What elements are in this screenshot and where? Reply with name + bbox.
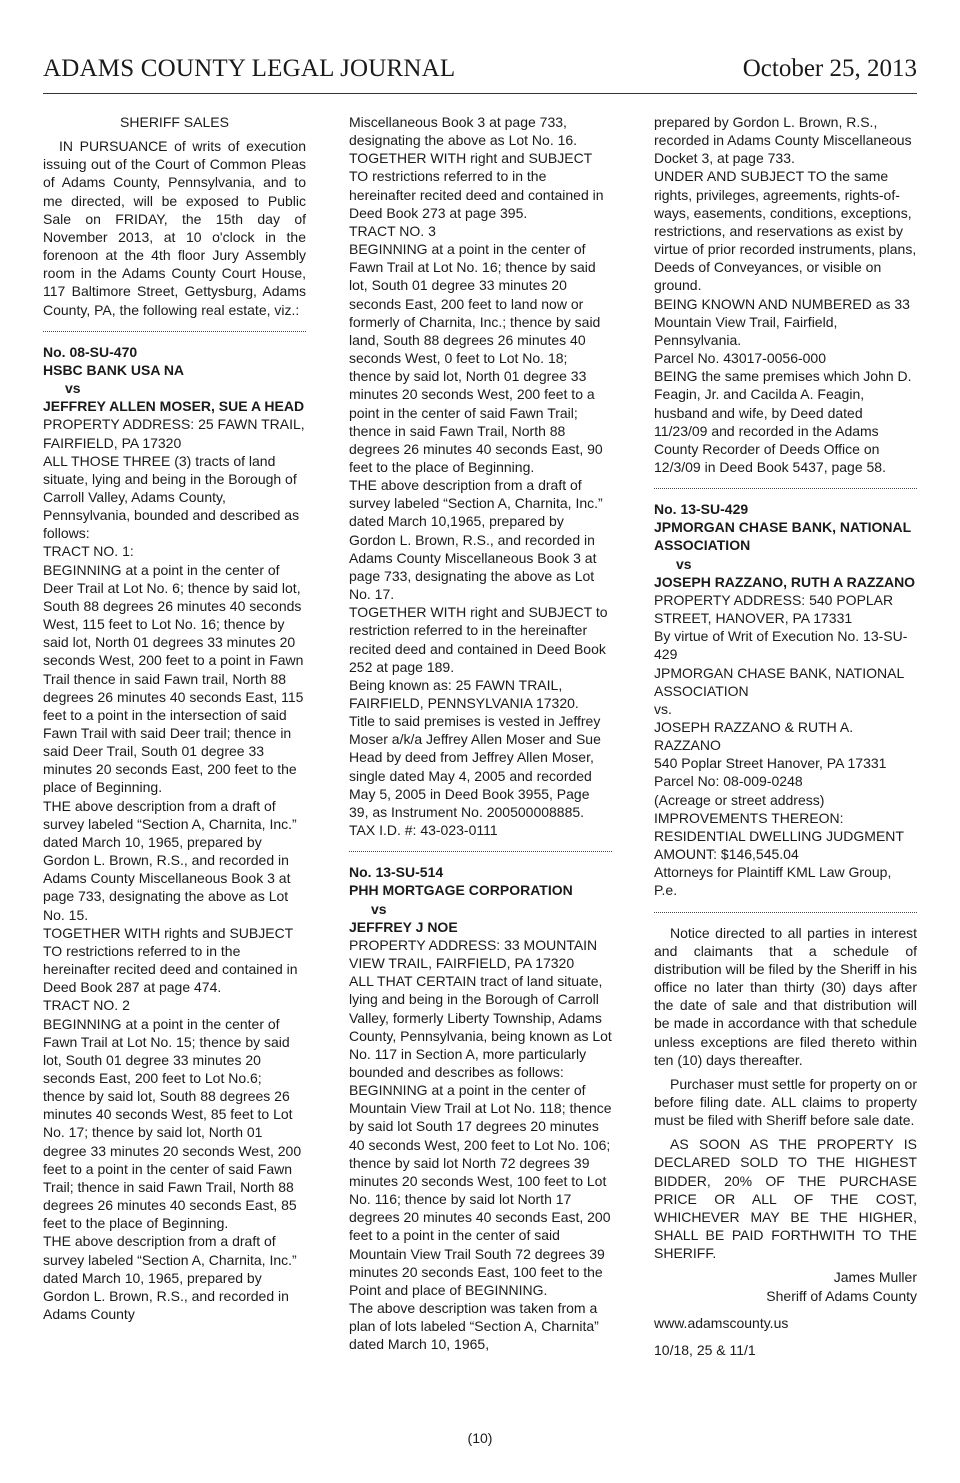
paragraph: (Acreage or street address) (654, 791, 825, 808)
divider (349, 851, 612, 852)
property-address: PROPERTY ADDRESS: 540 POPLAR STREET, HANOVER, PA 17331 (654, 591, 894, 627)
paragraph: ALL THOSE THREE (3) tracts of land situate, lying and being in the Borough of Carroll Valley, Adams County, Pennsylvania, bounded and described as follows: (43, 452, 300, 542)
property-address: PROPERTY ADDRESS: 25 FAWN TRAIL, FAIRFIELD, PA 17320 (43, 416, 305, 451)
paragraph: THE above description from a draft of survey labeled “Section A, Charnita, Inc.” dated March 10, 1965, prepared by Gordon L. Brown, R.S., and recorded in Adams County (43, 1233, 297, 1322)
intro-paragraph: IN PURSUANCE of writs of execution issuing out of the Court of Common Pleas of Adams County, Pennsylvania, and to me directed, will be exposed to Public Sale on FRIDAY, the 15th day of November 2013, at 10 o'clock in the forenoon at the 4th floor Jury Assembly room in the Adams County Court House, 117 Baltimore Street, Gettysburg, Adams County, PA, the following real estate, viz.: (43, 138, 306, 318)
case-number: No. 13-SU-429 (654, 501, 749, 518)
signer-name: James Muller (833, 1269, 917, 1286)
paragraph: prepared by Gordon L. Brown, R.S., recorded in Adams County Miscellaneous Docket 3, at page 733. (654, 114, 912, 167)
divider (654, 912, 917, 913)
paragraph: BEGINNING at a point in the center of Fawn Trail at Lot No. 16; thence by said lot, South 01 degree 33 minutes 20 seconds East, 200 feet to land now or formerly of Charnita, Inc.; thence by said land, South 88 degrees 26 minutes 40 seconds West, 0 feet to Lot No. 18; thence by said lot, North 01 degree 33 minutes 20 seconds West, 200 feet to a point in the center of said Fawn Trail; thence in said Fawn Trail, North 88 degrees 26 minutes 40 seconds East, 90 feet to the place of Beginning. (349, 241, 603, 475)
paragraph: THE above description from a draft of survey labeled “Section A, Charnita, Inc.” dated March 10, 1965, prepared by Gordon L. Brown, R.S., and recorded in Adams County Miscellaneous Book 3 at page 733, designating the above as Lot No. 15. (43, 797, 297, 923)
paragraph: Being known as: 25 FAWN TRAIL, FAIRFIELD, PENNSYLVANIA 17320. (349, 676, 579, 711)
paragraph: BEGINNING at a point in the center of Deer Trail at Lot No. 6; thence by said lot, South 88 degrees 26 minutes 40 seconds West, 115 feet to Lot No. 16; thence by said lot, North 01 degrees 33 minutes 20 seconds West, 200 feet to a point in Fawn Trail thence in said Fawn trail, North 88 degrees 26 minutes 40 seconds East, 115 feet to a point in the intersection of said Fawn Trail with said Deer trail; thence in said Deer Trail, South 01 degree 33 minutes 20 seconds East, 200 feet to the place of Beginning. (43, 561, 304, 796)
defendant: JEFFREY ALLEN MOSER, SUE A HEAD (43, 398, 305, 415)
parcel-number: Parcel No: 08-009-0248 (654, 773, 803, 790)
paragraph: JPMORGAN CHASE BANK, NATIONAL ASSOCIATION (654, 664, 904, 699)
section-heading: SHERIFF SALES (120, 114, 229, 130)
paragraph: Title to said premises is vested in Jeffrey Moser a/k/a Jeffrey Allen Moser and Sue Head by deed from Jeffrey Allen Moser, single dated May 4, 2005 and recorded May 5, 2005 in Deed Book 3955, Page 39, as Instrument No. 200500008885. (349, 713, 601, 820)
paragraph: BEING the same premises which John D. Feagin, Jr. and Cacilda A. Feagin, husband and wife, by Deed dated 11/23/09 and recorded in the Adams County Recorder of Deeds Office on 12/3/09 in Deed Book 5437, page 58. (654, 368, 912, 475)
paragraph: Attorneys for Plaintiff KML Law Group, P.e. (654, 864, 892, 899)
paragraph: ALL THAT CERTAIN tract of land situate, lying and being in the Borough of Carroll Valley, formerly Liberty Township, Adams County, Pennsylvania, being known as Lot No. 117 in Section A, more particularly bounded and describes as follows: (349, 973, 612, 1080)
paragraph: TOGETHER WITH right and SUBJECT to restriction referred to in the hereinafter recited deed and contained in Deed Book 252 at page 189. (349, 604, 608, 675)
journal-title: ADAMS COUNTY LEGAL JOURNAL (43, 55, 456, 82)
publication-dates: 10/18, 25 & 11/1 (654, 1341, 756, 1358)
website: www.adamscounty.us (654, 1314, 789, 1331)
paragraph: Miscellaneous Book 3 at page 733, designating the above as Lot No. 16. (349, 114, 578, 149)
paragraph: IMPROVEMENTS THEREON: RESIDENTIAL DWELLING JUDGMENT AMOUNT: $146,545.04 (654, 809, 904, 863)
paragraph: BEGINNING at a point in the center of Fawn Trail at Lot No. 15; thence by said lot, South 01 degree 33 minutes 20 seconds East, 200 feet to Lot No.6; thence by said lot, South 88 degrees 26 minutes 40 seconds West, 85 feet to Lot No. 17; thence by said lot, North 01 degree 33 minutes 20 seconds West, 200 feet to a point in the center of said Fawn Trail; thence in said Fawn Trail, North 88 degrees 26 minutes 40 seconds East, 85 feet to the place of Beginning. (43, 1015, 302, 1232)
tax-id: TAX I.D. #: 43-023-0111 (349, 822, 498, 839)
parcel-number: Parcel No. 43017-0056-000 (654, 350, 827, 367)
page-number: (10) (467, 1430, 493, 1446)
paragraph: TOGETHER WITH rights and SUBJECT TO restrictions referred to in the hereinafter recited deed and contained in Deed Book 287 at page 474. (43, 924, 298, 996)
tract-heading: TRACT NO. 3 (349, 222, 436, 239)
versus: vs (65, 380, 81, 397)
payment-paragraph: AS SOON AS THE PROPERTY IS DECLARED SOLD TO THE HIGHEST BIDDER, 20% OF THE PURCHASE PRICE OR ALL OF THE COST, WHICHEVER MAY BE THE HIGHER, SHALL BE PAID FORTHWITH TO THE SHERIFF. (654, 1136, 917, 1262)
paragraph: vs. (654, 700, 672, 717)
paragraph: TOGETHER WITH right and SUBJECT TO restrictions referred to in the hereinafter recited deed and contained in Deed Book 273 at page 395. (349, 150, 604, 221)
plaintiff: PHH MORTGAGE CORPORATION (349, 882, 573, 899)
case-number: No. 13-SU-514 (349, 864, 444, 881)
defendant: JOSEPH RAZZANO, RUTH A RAZZANO (654, 573, 916, 590)
notice-paragraph: Notice directed to all parties in interest and claimants that a schedule of distribution will be filed by the Sheriff in his office no later than thirty (30) days after the date of sale and that distribution will be made in accordance with that schedule unless exceptions are filed thereto within ten (10) days thereafter. (654, 924, 917, 1068)
paragraph: The above description was taken from a plan of lots labeled “Section A, Charnita” dated March 10, 1965, (349, 1300, 599, 1353)
versus: vs (676, 555, 692, 572)
column-2 (349, 113, 612, 1353)
tract-heading: TRACT NO. 2 (43, 997, 130, 1014)
paragraph: THE above description from a draft of survey labeled “Section A, Charnita, Inc.” dated March 10,1965, prepared by Gordon L. Brown, R.S., and recorded in Adams County Miscellaneous Book 3 at page 733, designating the above as Lot No. 17. (349, 477, 603, 603)
column-3 (654, 113, 917, 1359)
plaintiff: JPMORGAN CHASE BANK, NATIONAL ASSOCIATION (654, 519, 911, 554)
property-address: PROPERTY ADDRESS: 33 MOUNTAIN VIEW TRAIL, FAIRFIELD, PA 17320 (349, 936, 598, 972)
paragraph: JOSEPH RAZZANO & RUTH A. RAZZANO (654, 719, 854, 754)
paragraph: BEGINNING at a point in the center of Mountain View Trail at Lot No. 118; thence by said lot South 17 degrees 20 minutes 40 seconds West, 200 feet to Lot No. 106; thence by said lot North 72 degrees 39 minutes 20 seconds West, 100 feet to Lot No. 116; thence by said lot North 17 degrees 20 minutes 40 seconds East, 200 feet to a point in the center of said Mountain View Trail South 72 degrees 39 minutes 20 seconds East, 100 feet to the Point and place of BEGINNING. (349, 1082, 612, 1298)
divider (43, 331, 306, 332)
paragraph: BEING KNOWN AND NUMBERED as 33 Mountain View Trail, Fairfield, Pennsylvania. (654, 295, 910, 348)
plaintiff: HSBC BANK USA NA (43, 361, 185, 378)
case-number: No. 08-SU-470 (43, 343, 138, 360)
signer-title: Sheriff of Adams County (766, 1287, 917, 1304)
versus: vs (371, 900, 387, 917)
paragraph: UNDER AND SUBJECT TO the same rights, privileges, agreements, rights-of-ways, easements, conditions, exceptions, restrictions, and reservations as exist by virtue of prior recorded instruments, plans, Deeds of Conveyances, or visible on ground. (654, 168, 917, 294)
defendant: JEFFREY J NOE (349, 918, 458, 935)
column-1 (43, 113, 306, 1323)
tract-heading: TRACT NO. 1: (43, 543, 134, 560)
paragraph: By virtue of Writ of Execution No. 13-SU-429 (654, 628, 908, 663)
issue-date: October 25, 2013 (742, 55, 917, 82)
divider (654, 488, 917, 489)
purchaser-paragraph: Purchaser must settle for property on or before filing date. ALL claims to property must be filed with Sheriff before sale date. (654, 1075, 917, 1129)
paragraph: 540 Poplar Street Hanover, PA 17331 (654, 755, 887, 772)
masthead (43, 55, 917, 94)
